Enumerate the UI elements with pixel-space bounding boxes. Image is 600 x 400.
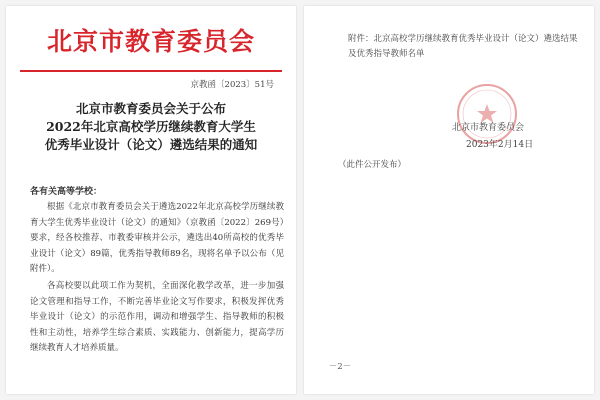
attachment-title: 附件：北京高校学历继续教育优秀毕业设计（论文）遴选结果及优秀指导教师名单 xyxy=(348,34,578,59)
signing-agency: 北京市教育委员会 xyxy=(452,123,525,133)
body-paragraph: 根据《北京市教育委员会关于遴选2022年北京高校学历继续教育大学生优秀毕业设计（论文）的通知》（京教函〔2022〕269号）要求，经各校推荐、市教委审核并公示，遴选出40所高校的优秀毕业设计（论文）89篇，优秀指导教师89名，现将名单予以公布（见附件）。 xyxy=(30,202,284,274)
notice-title xyxy=(6,100,296,154)
signing-date: 2023年2月14日 xyxy=(466,140,534,150)
agency-header: 北京市教育委员会 xyxy=(46,27,255,56)
body-paragraph: 各高校要以此项工作为契机，全面深化教学改革，进一步加强论文管理和指导工作，不断完善毕业论文写作要求，积极发挥优秀毕业设计（论文）的示范作用，调动和增强学生、指导教师的积极性和主动性，培养学生综合素质、实践能力、创新能力，提高学历继续教育人才培养质量。 xyxy=(30,281,284,353)
document-number: 京教函〔2023〕51号 xyxy=(190,80,274,90)
title-line: 2022年北京高校学历继续教育大学生 xyxy=(46,119,256,134)
page-two xyxy=(304,6,594,394)
page-one xyxy=(6,6,296,394)
red-divider-line xyxy=(20,70,282,72)
page-number: －2－ xyxy=(328,362,352,372)
publish-note: （此件公开发布） xyxy=(338,160,407,170)
title-line: 北京市教育委员会关于公布 xyxy=(75,101,226,116)
recipient-line: 各有关高等学校： xyxy=(30,187,103,197)
title-line: 优秀毕业设计（论文）遴选结果的通知 xyxy=(44,137,258,152)
